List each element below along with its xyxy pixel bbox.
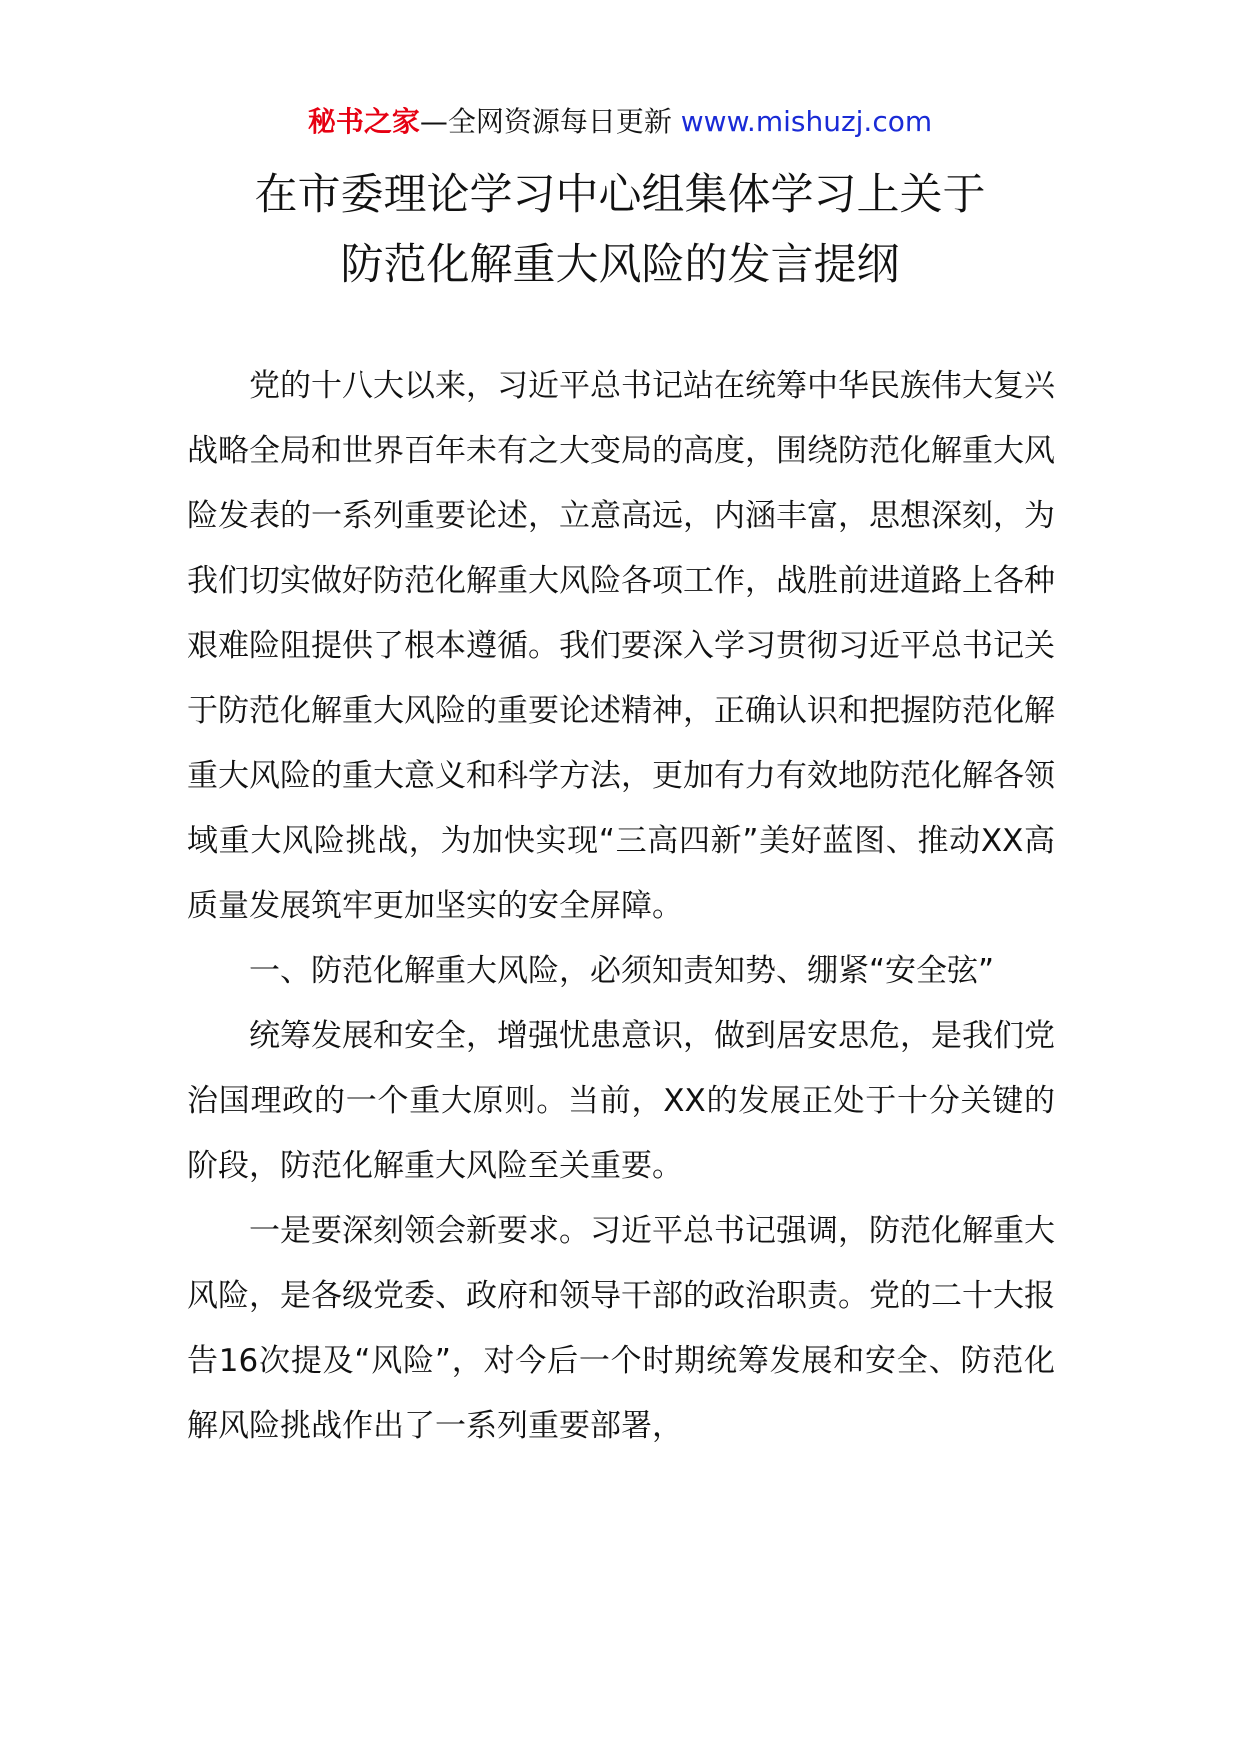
document-body xyxy=(187,354,1055,1459)
site-tagline: —全网资源每日更新 xyxy=(419,105,681,138)
site-header xyxy=(0,100,1240,144)
body-paragraph-intro: 党的十八大以来，习近平总书记站在统筹中华民族伟大复兴战略全局和世界百年未有之大变局的高度，围绕防范化解重大风险发表的一系列重要论述，立意高远，内涵丰富，思想深刻，为我们切实做好防范化解重大风险各项工作，战胜前进道路上各种艰难险阻提供了根本遵循。我们要深入学习贯彻习近平总书记关于防范化解重大风险的重要论述精神，正确认识和把握防范化解重大风险的重大意义和科学方法，更加有力有效地防范化解各领域重大风险挑战，为加快实现“三高四新”美好蓝图、推动XX高质量发展筑牢更加坚实的安全屏障。 xyxy=(187,368,1055,924)
section-heading-1: 一、防范化解重大风险，必须知责知势、绷紧“安全弦” xyxy=(249,953,995,989)
title-line-1: 在市委理论学习中心组集体学习上关于 xyxy=(254,170,986,220)
title-line-2: 防范化解重大风险的发言提纲 xyxy=(340,240,900,290)
site-url-link[interactable]: www.mishuzj.com xyxy=(680,105,933,138)
site-brand: 秘书之家 xyxy=(307,105,420,138)
document-title xyxy=(0,160,1240,300)
body-paragraph: 统筹发展和安全，增强忧患意识，做到居安思危，是我们党治国理政的一个重大原则。当前，XX的发展正处于十分关键的阶段，防范化解重大风险至关重要。 xyxy=(187,1018,1055,1184)
body-paragraph: 一是要深刻领会新要求。习近平总书记强调，防范化解重大风险，是各级党委、政府和领导干部的政治职责。党的二十大报告16次提及“风险”，对今后一个时期统筹发展和安全、防范化解风险挑战作出了一系列重要部署， xyxy=(187,1213,1055,1444)
